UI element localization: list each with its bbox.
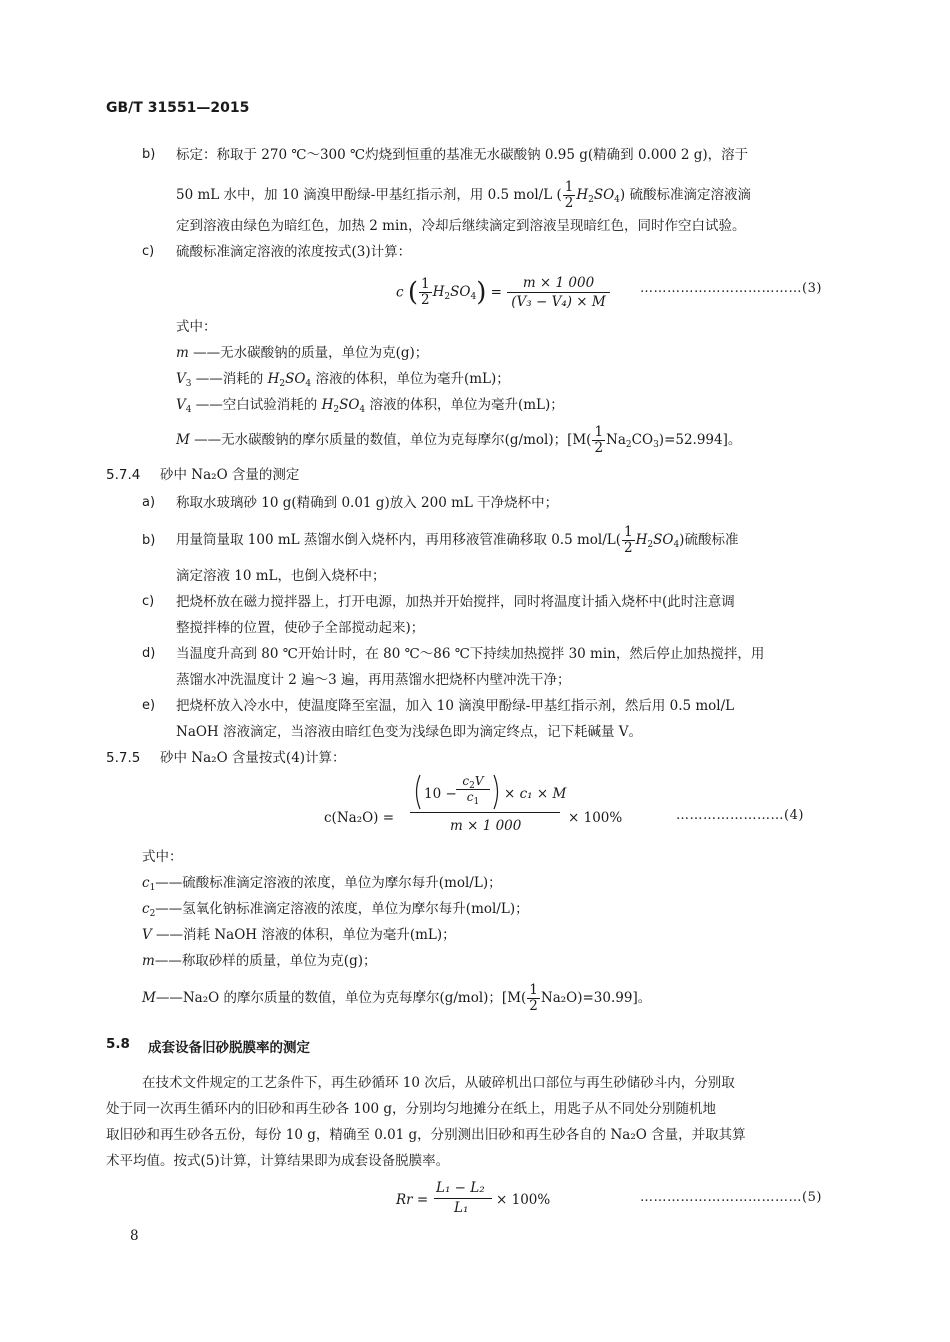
item-b2-line2: 滴定溶液 10 mL，也倒入烧杯中；	[176, 568, 386, 584]
item-label-b: b)	[142, 147, 156, 162]
section-title-5-7-5: 砂中 Na₂O 含量按式(4)计算：	[160, 750, 346, 766]
paragraph-5-8-line4: 术平均值。按式(5)计算，计算结果即为成套设备脱膜率。	[106, 1153, 450, 1169]
item-label-a: a)	[142, 495, 156, 510]
section-number-5-7-4: 5.7.4	[106, 467, 141, 483]
item-b-line2: 50 mL 水中，加 10 滴溴甲酚绿-甲基红指示剂，用 0.5 mol/L ( $\frac{1}{2}$ $H_2SO_4$) 硫酸标准滴定溶液滴	[176, 179, 751, 211]
document-header: GB/T 31551—2015	[106, 100, 250, 116]
item-c2-line1: 把烧杯放在磁力搅拌器上，打开电源，加热并开始搅拌，同时将温度计插入烧杯中(此时注意调	[176, 594, 735, 610]
item-c2-line2: 整搅拌棒的位置，使砂子全部搅动起来)；	[176, 620, 425, 636]
where-c1: $c_1——$硫酸标准滴定溶液的浓度，单位为摩尔每升(mol/L)；	[142, 875, 502, 893]
item-b2-line1: 用量筒量取 100 mL 蒸馏水倒入烧杯内，再用移液管准确移取 0.5 mol/L( $\frac{1}{2}$ $H_2SO_4$)硫酸标准	[176, 524, 739, 556]
item-label-b2: b)	[142, 533, 156, 548]
where-M2: M——Na₂O 的摩尔质量的数值，单位为克每摩尔(g/mol)；[M( $\frac{1}{2}$ Na₂O)=30.99]。	[142, 982, 652, 1014]
section-number-5-8: 5.8	[106, 1036, 130, 1052]
item-b-line1: 标定：称取于 270 ℃～300 ℃灼烧到恒重的基准无水碳酸钠 0.95 g(精确到 0.000 2 g)，溶于	[176, 147, 749, 163]
section-title-5-8: 成套设备旧砂脱膜率的测定	[148, 1040, 310, 1056]
where-m: m ——无水碳酸钠的质量，单位为克(g)；	[176, 345, 429, 361]
equation-number-3: ………………………………(3)	[640, 281, 822, 296]
item-d-line1: 当温度升高到 80 ℃开始计时，在 80 ℃～86 ℃下持续加热搅拌 30 min，然后停止加热搅拌，用	[176, 646, 765, 662]
item-label-c2: c)	[142, 594, 155, 609]
equation-5: Rr = L₁ − L₂ L₁ × 100%	[396, 1180, 551, 1216]
item-c-line1: 硫酸标准滴定溶液的浓度按式(3)计算：	[176, 244, 412, 260]
where-v4: $V_4$ ——空白试验消耗的 $H_2SO_4$ 溶液的体积，单位为毫升(mL)；	[176, 397, 564, 415]
equation-number-5: ………………………………(5)	[640, 1190, 822, 1205]
section-number-5-7-5: 5.7.5	[106, 750, 141, 766]
where-c2: $c_2——$氢氧化钠标准滴定溶液的浓度，单位为摩尔每升(mol/L)；	[142, 901, 529, 919]
item-label-c: c)	[142, 244, 155, 259]
item-label-d: d)	[142, 646, 156, 661]
fraction-half: $\frac{1}{2}$	[564, 179, 574, 211]
item-e-line1: 把烧杯放入冷水中，使温度降至室温，加入 10 滴溴甲酚绿-甲基红指示剂，然后用 0.5 mol/L	[176, 698, 735, 714]
equation-3: c ( $\frac{1}{2}$ $H_2SO_4$) = $\frac{m \times 1 000}{\text{(V₃ − V₄) × M}}$	[396, 274, 611, 314]
item-a: 称取水玻璃砂 10 g(精确到 0.01 g)放入 200 mL 干净烧杯中；	[176, 495, 559, 511]
page-number: 8	[130, 1228, 139, 1244]
where-label-2: 式中：	[142, 849, 183, 865]
where-V: V ——消耗 NaOH 溶液的体积，单位为毫升(mL)；	[142, 927, 456, 943]
equation-number-4: ……………………(4)	[676, 808, 804, 823]
paragraph-5-8-line2: 处于同一次再生循环内的旧砂和再生砂各 100 g，分别均匀地摊分在纸上，用匙子从不同处分别随机地	[106, 1101, 716, 1117]
item-label-e: e)	[142, 698, 156, 713]
paragraph-5-8-line1: 在技术文件规定的工艺条件下，再生砂循环 10 次后，从破碎机出口部位与再生砂储砂斗内，分别取	[142, 1075, 735, 1091]
section-title-5-7-4: 砂中 Na₂O 含量的测定	[160, 467, 300, 483]
where-label: 式中：	[176, 319, 217, 335]
where-M: M ——无水碳酸钠的摩尔质量的数值，单位为克每摩尔(g/mol)；[M( $\frac{1}{2}$ $Na_2CO_3)=52.994$]。	[176, 424, 742, 456]
item-b-line3: 定到溶液由绿色为暗红色，加热 2 min，冷却后继续滴定到溶液呈现暗红色，同时作空白试验。	[176, 218, 746, 234]
where-v3: $V_3$ ——消耗的 $H_2SO_4$ 溶液的体积，单位为毫升(mL)；	[176, 371, 510, 389]
item-d-line2: 蒸馏水冲洗温度计 2 遍～3 遍，再用蒸馏水把烧杯内壁冲洗干净；	[176, 672, 571, 688]
item-e-line2: NaOH 溶液滴定，当溶液由暗红色变为浅绿色即为滴定终点，记下耗碱量 V。	[176, 724, 643, 740]
equation-4: c(Na₂O) = 10 − $c_2V$ $c_1$ × c₁ × M m × 1 000 × 100%	[324, 774, 623, 834]
where-m2: m——称取砂样的质量，单位为克(g)；	[142, 953, 377, 969]
paragraph-5-8-line3: 取旧砂和再生砂各五份，每份 10 g，精确至 0.01 g，分别测出旧砂和再生砂各自的 Na₂O 含量，并取其算	[106, 1127, 746, 1143]
